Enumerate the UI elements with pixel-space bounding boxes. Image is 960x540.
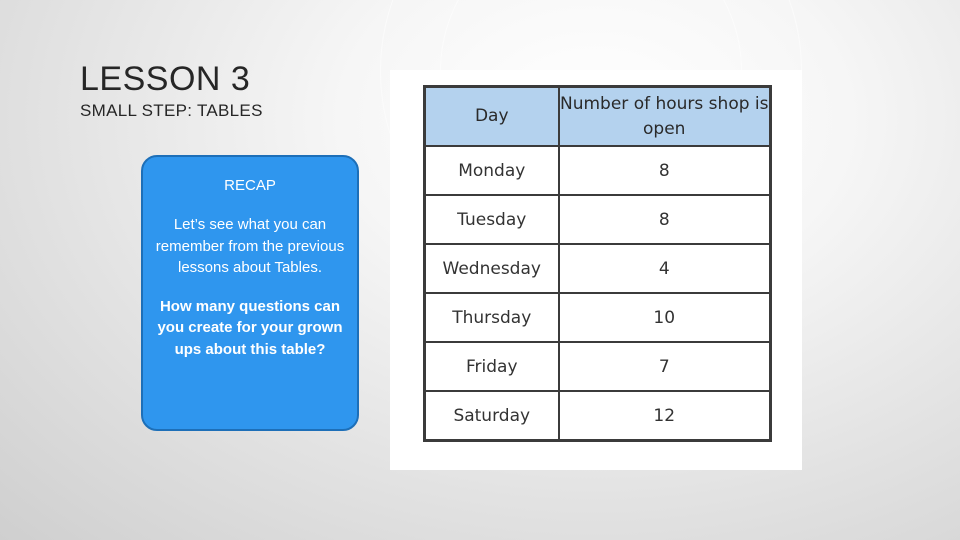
cell-day: Friday — [425, 342, 559, 391]
recap-question: How many questions can you create for your grown ups about this table? — [157, 297, 343, 358]
table-row — [425, 195, 771, 244]
table-header-row — [425, 87, 771, 147]
cell-day: Wednesday — [425, 244, 559, 293]
cell-hours: 4 — [559, 244, 771, 293]
table-row — [425, 391, 771, 441]
cell-day: Tuesday — [425, 195, 559, 244]
table-row — [425, 146, 771, 195]
slide-title: LESSON 3 — [80, 60, 251, 98]
header-day: Day — [425, 87, 559, 147]
table-row — [425, 293, 771, 342]
table-panel — [390, 70, 802, 470]
cell-day: Monday — [425, 146, 559, 195]
header-hours: Number of hours shop is open — [559, 87, 771, 147]
recap-box — [141, 155, 359, 431]
recap-heading: RECAP — [224, 177, 276, 194]
cell-hours: 10 — [559, 293, 771, 342]
shop-hours-table — [423, 85, 772, 442]
cell-day: Saturday — [425, 391, 559, 441]
table-row — [425, 342, 771, 391]
cell-day: Thursday — [425, 293, 559, 342]
table-row — [425, 244, 771, 293]
recap-text: Let’s see what you can remember from the previous lessons about Tables. — [155, 216, 345, 276]
cell-hours: 8 — [559, 146, 771, 195]
cell-hours: 8 — [559, 195, 771, 244]
slide-subtitle: SMALL STEP: TABLES — [80, 101, 263, 120]
cell-hours: 12 — [559, 391, 771, 441]
cell-hours: 7 — [559, 342, 771, 391]
